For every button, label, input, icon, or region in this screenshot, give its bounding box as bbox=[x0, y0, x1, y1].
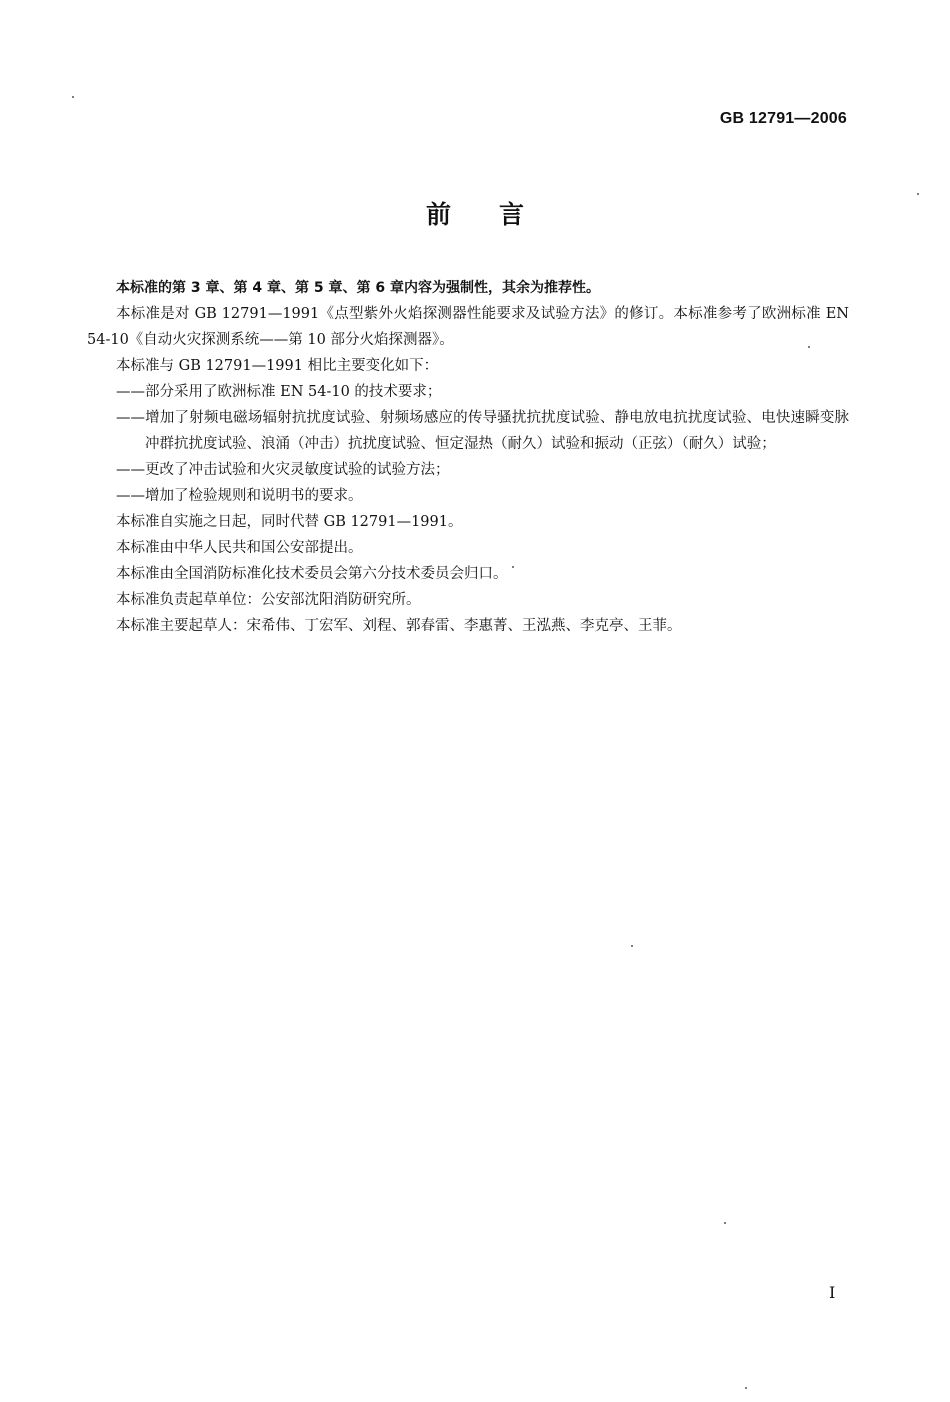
paragraph-mandatory-clauses: 本标准的第 3 章、第 4 章、第 5 章、第 6 章内容为强制性，其余为推荐性。 bbox=[116, 280, 600, 296]
paragraph-changes-intro: 本标准与 GB 12791—1991 相比主要变化如下： bbox=[116, 358, 439, 374]
paragraph-drafters: 本标准主要起草人：宋希伟、丁宏军、刘程、郭春雷、李惠菁、王泓燕、李克亭、王菲。 bbox=[116, 618, 682, 634]
scan-speck bbox=[512, 566, 514, 568]
list-item: ——部分采用了欧洲标准 EN 54-10 的技术要求； bbox=[116, 384, 442, 400]
scan-speck bbox=[808, 346, 810, 348]
paragraph-proposer: 本标准由中华人民共和国公安部提出。 bbox=[116, 540, 363, 556]
scan-speck bbox=[917, 193, 919, 195]
list-item: ——增加了检验规则和说明书的要求。 bbox=[116, 488, 363, 504]
scan-speck bbox=[631, 945, 633, 947]
document-body bbox=[87, 275, 849, 639]
scan-speck bbox=[72, 96, 74, 98]
page-number: I bbox=[829, 1283, 836, 1302]
list-item: ——更改了冲击试验和火灾灵敏度试验的试验方法； bbox=[116, 462, 450, 478]
page-title: 前言 bbox=[425, 200, 572, 229]
paragraph-drafting-unit: 本标准负责起草单位：公安部沈阳消防研究所。 bbox=[116, 592, 421, 608]
list-item: ——增加了射频电磁场辐射抗扰度试验、射频场感应的传导骚扰抗扰度试验、静电放电抗扰度试验、电快速瞬变脉冲群抗扰度试验、浪涌（冲击）抗扰度试验、恒定湿热（耐久）试验和振动（正弦）（耐久）试验； bbox=[116, 410, 849, 452]
paragraph-committee: 本标准由全国消防标准化技术委员会第六分技术委员会归口。 bbox=[116, 566, 508, 582]
scan-speck bbox=[745, 1387, 747, 1389]
standard-code: GB 12791—2006 bbox=[719, 110, 847, 127]
scan-speck bbox=[724, 1222, 726, 1224]
paragraph-revision-note: 本标准是对 GB 12791—1991《点型紫外火焰探测器性能要求及试验方法》的修订。本标准参考了欧洲标准 EN 54-10《自动火灾探测系统——第 10 部分火焰探测器》。 bbox=[87, 306, 849, 348]
paragraph-replacement: 本标准自实施之日起，同时代替 GB 12791—1991。 bbox=[116, 514, 463, 530]
